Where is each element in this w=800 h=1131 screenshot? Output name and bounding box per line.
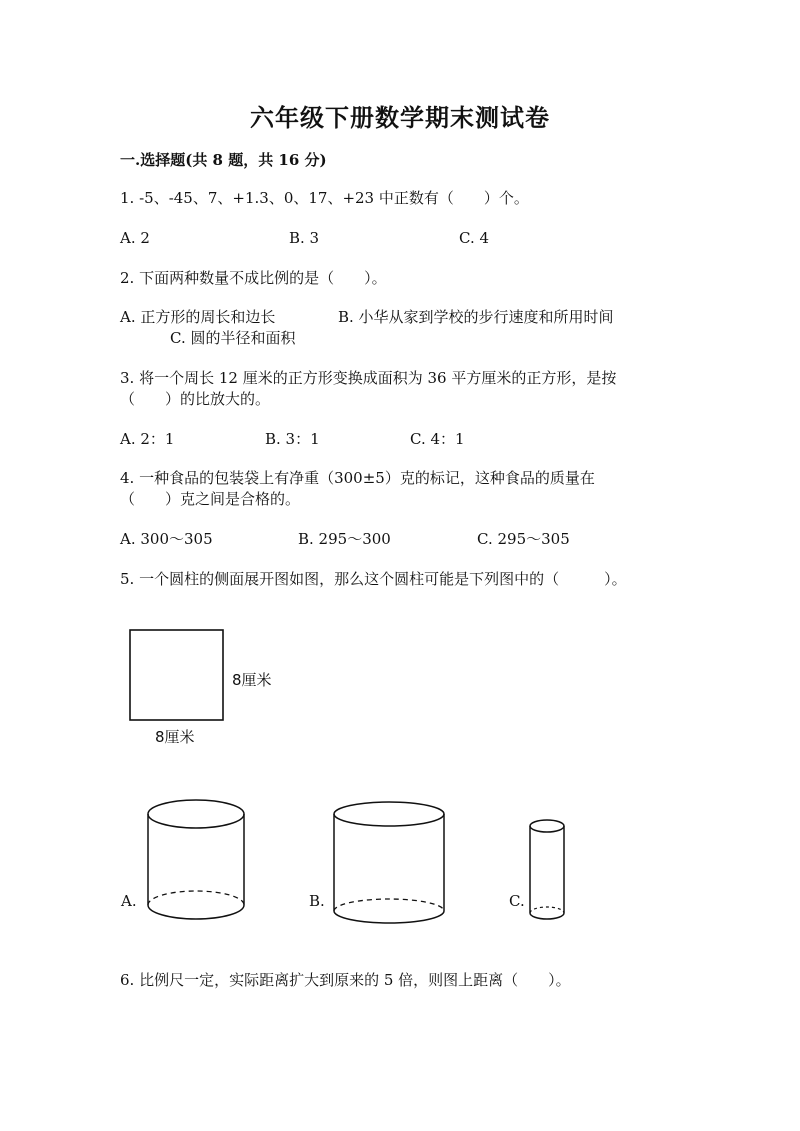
cylinder-c-label: C.	[509, 892, 525, 910]
square-height-label: 8厘米	[232, 671, 272, 689]
question-3-option-a: A. 2：1	[120, 430, 175, 448]
question-4-option-c: C. 295～305	[477, 530, 570, 548]
page-title: 六年级下册数学期末测试卷	[250, 103, 550, 132]
question-4-option-a: A. 300～305	[120, 530, 213, 548]
question-3-option-b: B. 3：1	[265, 430, 320, 448]
question-2-option-b: B. 小华从家到学校的步行速度和所用时间	[338, 308, 614, 326]
question-1-option-b: B. 3	[289, 229, 320, 247]
question-5-stem: 5. 一个圆柱的侧面展开图如图，那么这个圆柱可能是下列图中的（ ）。	[120, 570, 627, 588]
question-6-stem: 6. 比例尺一定，实际距离扩大到原来的 5 倍，则图上距离（ ）。	[120, 971, 571, 989]
square-net-figure	[125, 625, 235, 730]
question-3-stem-line1: 3. 将一个周长 12 厘米的正方形变换成面积为 36 平方厘米的正方形，是按	[120, 369, 617, 387]
question-1-stem: 1. -5、-45、7、+1.3、0、17、+23 中正数有（ ）个。	[120, 189, 529, 207]
cylinder-a	[140, 795, 252, 930]
question-4-stem-line1: 4. 一种食品的包装袋上有净重（300±5）克的标记，这种食品的质量在	[120, 469, 595, 487]
question-3-stem-line2: （ ）的比放大的。	[120, 390, 271, 408]
cylinder-c	[525, 815, 570, 927]
square-width-label: 8厘米	[155, 728, 195, 746]
question-4-option-b: B. 295～300	[298, 530, 391, 548]
square-net	[130, 630, 223, 720]
cylinder-b-label: B.	[309, 892, 325, 910]
question-1-option-a: A. 2	[120, 229, 150, 247]
cylinder-a-label: A.	[121, 892, 137, 910]
question-2-option-c: C. 圆的半径和面积	[170, 329, 296, 347]
question-4-stem-line2: （ ）克之间是合格的。	[120, 490, 301, 508]
cylinder-b	[327, 798, 452, 928]
question-2-stem: 2. 下面两种数量不成比例的是（ ）。	[120, 269, 387, 287]
question-3-option-c: C. 4：1	[410, 430, 465, 448]
question-2-option-a: A. 正方形的周长和边长	[120, 308, 276, 326]
section-heading: 一.选择题(共 8 题，共 16 分)	[120, 151, 327, 169]
question-1-option-c: C. 4	[459, 229, 490, 247]
